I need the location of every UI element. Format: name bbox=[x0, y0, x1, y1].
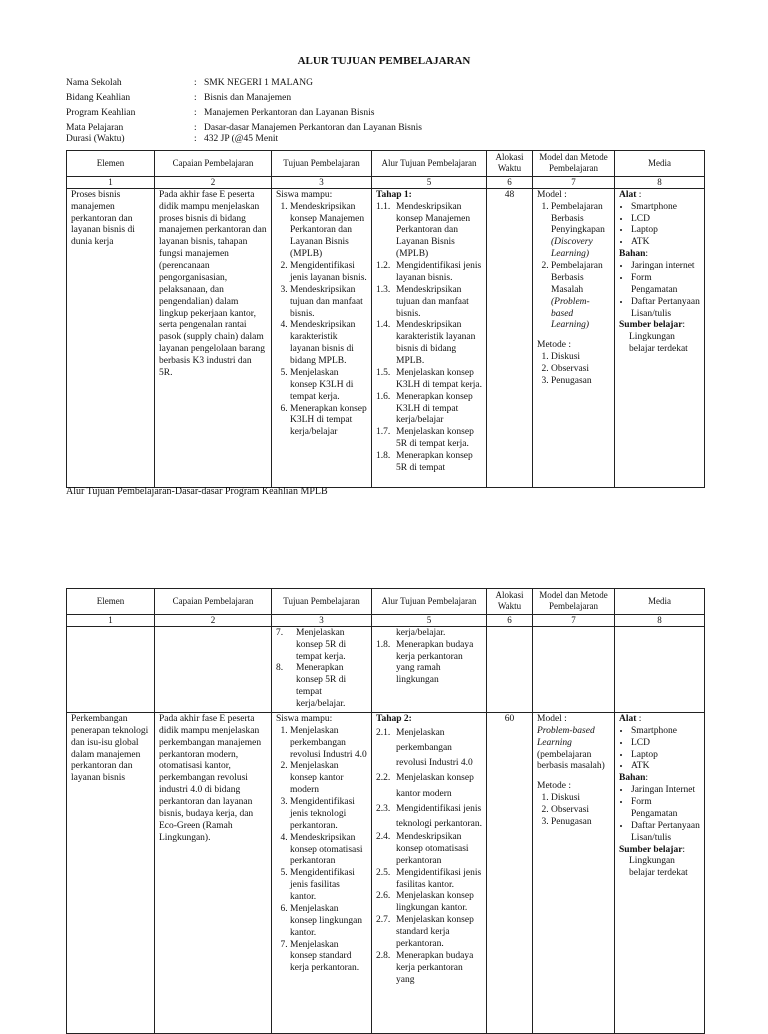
list-item: 2. Mengidentifikasi jenis layanan bisnis. bbox=[290, 261, 367, 285]
list-item: • LCD bbox=[631, 738, 700, 750]
header-cell: Media bbox=[615, 151, 705, 177]
list-item: 3. Mengidentifikasi jenis teknologi perkantoran. bbox=[290, 797, 367, 833]
list-item: 2.3. Mengidentifikasi jenis teknologi perkantoran. bbox=[376, 803, 483, 829]
header-row bbox=[67, 589, 705, 615]
alur-intro: Tahap 1: bbox=[376, 189, 412, 200]
list-item: • Smartphone bbox=[631, 726, 700, 738]
media-cell bbox=[615, 626, 705, 712]
tujuan-intro: Siswa mampu: bbox=[276, 189, 333, 200]
list-item: • ATK bbox=[631, 237, 700, 249]
list-item: 7. Menjelaskan konsep 5R di tempat kerja. bbox=[276, 627, 347, 662]
meta-value: Bisnis dan Manajemen bbox=[204, 93, 292, 103]
tujuan-cell bbox=[272, 188, 372, 487]
list-item: • Form Pengamatan bbox=[631, 797, 700, 821]
column-number: 8 bbox=[615, 614, 705, 626]
elemen-cell: Proses bisnis manajemen perkantoran dan layanan bisnis di dunia kerja bbox=[67, 188, 155, 487]
alur-cell bbox=[372, 626, 487, 712]
list-item: 1. Mendeskripsikan konsep Manajemen Perkantoran dan Layanan Bisnis (MPLB) bbox=[290, 202, 367, 261]
model-note: (pembelajaran berbasis masalah) bbox=[537, 749, 605, 772]
alokasi-cell: 48 bbox=[487, 188, 533, 487]
meta-key: Mata Pelajaran bbox=[66, 123, 124, 133]
list-item: 4. Mendeskripsikan konsep otomatisasi perkantoran bbox=[290, 833, 367, 869]
alur-intro: Tahap 2: bbox=[376, 713, 412, 724]
table-row bbox=[67, 188, 705, 487]
tujuan-cell bbox=[272, 626, 372, 712]
header-cell: Capaian Pembelajaran bbox=[155, 151, 272, 177]
header-cell: Alokasi Waktu bbox=[487, 151, 533, 177]
meta-block bbox=[66, 78, 706, 149]
column-number: 1 bbox=[67, 614, 155, 626]
header-cell: Capaian Pembelajaran bbox=[155, 589, 272, 615]
list-item: 2.1. Menjelaskan perkembangan revolusi Industri 4.0 bbox=[376, 727, 473, 769]
column-number-row bbox=[67, 614, 705, 626]
meta-value: SMK NEGERI 1 MALANG bbox=[204, 78, 313, 88]
list-item: 1. Pembelajaran Berbasis Penyingkapan (Discovery Learning) bbox=[551, 202, 610, 261]
list-item: 1.6. Menerapkan konsep K3LH di tempat kerja/belajar bbox=[376, 391, 473, 426]
alur-group-a bbox=[376, 726, 482, 832]
list-item: 1.8. Menerapkan konsep 5R di tempat bbox=[376, 451, 473, 473]
header-cell: Alur Tujuan Pembelajaran bbox=[372, 589, 487, 615]
list-item: 5. Mengidentifikasi jenis fasilitas kantor. bbox=[290, 868, 367, 904]
alur-cell bbox=[372, 188, 487, 487]
column-number: 6 bbox=[487, 176, 533, 188]
elemen-cell: Perkembangan penerapan teknologi dan isu-isu global dalam manajemen perkantoran dan layanan bisnis bbox=[67, 712, 155, 1033]
column-number: 8 bbox=[615, 176, 705, 188]
alur-cell bbox=[372, 712, 487, 1033]
table-row bbox=[67, 712, 705, 1033]
list-item: 2.4. Mendeskripsikan konsep otomatisasi perkantoran bbox=[376, 832, 469, 866]
list-item: 1.1. Mendeskripsikan konsep Manajemen Perkantoran dan Layanan Bisnis (MPLB) bbox=[376, 201, 471, 260]
meta-key: Bidang Keahlian bbox=[66, 93, 131, 103]
capaian-cell: Pada akhir fase E peserta didik mampu menjelaskan proses bisnis di bidang manajemen perkantoran dan layanan bisnis, tahapan fungsi manajemen (perencanaan pengorganisasian, pelaksanaan, dan pengendalian) dalam lingkup pekerjaan kantor, serta pengenalan rantai pasok (supply chain) dalam layanan pengelolaan barang berbasis K3 industri dan 5R. bbox=[155, 188, 272, 487]
list-item: • Laptop bbox=[631, 225, 700, 237]
list-item: 1. Menjelaskan perkembangan revolusi Industri 4.0 bbox=[290, 726, 367, 762]
column-number: 7 bbox=[533, 176, 615, 188]
header-cell: Alokasi Waktu bbox=[487, 589, 533, 615]
alat-label: Alat bbox=[619, 189, 637, 200]
meta-value: Dasar-dasar Manajemen Perkantoran dan Layanan Bisnis bbox=[204, 123, 422, 133]
header-cell: Alur Tujuan Pembelajaran bbox=[372, 151, 487, 177]
alat-label: Alat bbox=[619, 713, 637, 724]
meta-value: Manajemen Perkantoran dan Layanan Bisnis bbox=[204, 108, 375, 118]
sumber-label: Sumber belajar bbox=[619, 844, 683, 855]
list-item: 2.6. Menjelaskan konsep lingkungan kantor. bbox=[376, 891, 474, 914]
model-intro: Model : bbox=[537, 189, 567, 200]
sumber-value: Lingkungan belajar terdekat bbox=[629, 856, 688, 879]
list-item: 1. Diskusi bbox=[551, 352, 610, 364]
header-row bbox=[67, 151, 705, 177]
column-number: 3 bbox=[272, 176, 372, 188]
list-item: 7. Menjelaskan konsep standard kerja perkantoran. bbox=[290, 940, 367, 976]
list-item: 2.8. Menerapkan budaya kerja perkantoran yang bbox=[376, 950, 474, 985]
list-item: 5. Menjelaskan konsep K3LH di tempat kerja. bbox=[290, 368, 367, 404]
list-item: • Daftar Pertanyaan Lisan/tulis bbox=[631, 821, 700, 845]
header-cell: Tujuan Pembelajaran bbox=[272, 589, 372, 615]
list-item: 2. Pembelajaran Berbasis Masalah (Problem-based Learning) bbox=[551, 261, 610, 332]
list-item: • Laptop bbox=[631, 750, 700, 762]
page-caption: Alur Tujuan Pembelajaran-Dasar-dasar Program Keahlian MPLB bbox=[66, 486, 328, 497]
list-item: • ATK bbox=[631, 761, 700, 773]
document-title: ALUR TUJUAN PEMBELAJARAN bbox=[297, 55, 471, 67]
model-intro: Model : bbox=[537, 713, 567, 724]
list-item: 3. Penugasan bbox=[551, 376, 610, 388]
column-number: 5 bbox=[372, 614, 487, 626]
meta-row: Program Keahlian : Manajemen Perkantoran dan Layanan Bisnis bbox=[66, 108, 706, 123]
list-item: 4. Mendeskripsikan karakteristik layanan bisnis di bidang MPLB. bbox=[290, 320, 367, 368]
list-item: 1.3. Mendeskripsikan tujuan dan manfaat bisnis. bbox=[376, 284, 469, 319]
column-number: 3 bbox=[272, 614, 372, 626]
list-item: 6. Menerapkan konsep K3LH di tempat kerja/belajar bbox=[290, 404, 367, 440]
list-item: 2.7. Menjelaskan konsep standard kerja perkantoran. bbox=[376, 915, 474, 949]
list-item: • LCD bbox=[631, 214, 700, 226]
list-item: 1.7. Menjelaskan konsep 5R di tempat kerja. bbox=[376, 427, 474, 450]
column-number-row bbox=[67, 176, 705, 188]
media-cell: Alat : • Smartphone • LCD • Laptop • ATK Bahan: • Jaringan Internet • Form Pengamatan • Daftar Pertanyaan Lisan/tulis Sumber belajar: Lingkungan belajar terdekat bbox=[615, 712, 705, 1033]
column-number: 2 bbox=[155, 176, 272, 188]
meta-row: Durasi (Waktu) : 432 JP (@45 Menit bbox=[66, 134, 706, 149]
model-name: Problem-based Learning bbox=[537, 725, 595, 748]
meta-row: Nama Sekolah : SMK NEGERI 1 MALANG bbox=[66, 78, 706, 93]
list-item: 2. Observasi bbox=[551, 805, 610, 817]
bahan-label: Bahan bbox=[619, 249, 646, 260]
meta-row: Mata Pelajaran : Dasar-dasar Manajemen Perkantoran dan Layanan Bisnis bbox=[66, 123, 422, 133]
meta-key: Durasi (Waktu) bbox=[66, 134, 125, 144]
alokasi-cell bbox=[487, 626, 533, 712]
list-item: 1. Diskusi bbox=[551, 793, 610, 805]
list-item: 6. Menjelaskan konsep lingkungan kantor. bbox=[290, 904, 367, 940]
list-item: 2.2. Menjelaskan konsep kantor modern bbox=[376, 773, 474, 799]
table-row bbox=[67, 626, 705, 712]
alur-line: kerja/belajar. bbox=[396, 627, 446, 638]
list-item: 1.5. Menjelaskan konsep K3LH di tempat kerja. bbox=[376, 367, 483, 390]
metode-intro: Metode : bbox=[537, 781, 572, 792]
atp-table-page-1 bbox=[66, 150, 705, 488]
meta-key: Program Keahlian bbox=[66, 108, 136, 118]
header-cell: Model dan Metode Pembelajaran bbox=[533, 151, 615, 177]
meta-key: Nama Sekolah bbox=[66, 78, 122, 88]
capaian-cell bbox=[155, 626, 272, 712]
column-number: 2 bbox=[155, 614, 272, 626]
header-cell: Elemen bbox=[67, 589, 155, 615]
bahan-label: Bahan bbox=[619, 773, 646, 784]
list-item: 1.2. Mengidentifikasi jenis layanan bisnis. bbox=[376, 261, 482, 283]
header-cell: Elemen bbox=[67, 151, 155, 177]
column-number: 7 bbox=[533, 614, 615, 626]
list-item: • Daftar Pertanyaan Lisan/tulis bbox=[631, 297, 700, 321]
sumber-label: Sumber belajar bbox=[619, 320, 683, 331]
meta-row: Bidang Keahlian : Bisnis dan Manajemen bbox=[66, 93, 706, 108]
header-cell: Media bbox=[615, 589, 705, 615]
model-cell bbox=[533, 626, 615, 712]
metode-intro: Metode : bbox=[537, 340, 572, 351]
list-item: 2.5. Mengidentifikasi jenis fasilitas kantor. bbox=[376, 867, 482, 890]
list-item: 2. Menjelaskan konsep kantor modern bbox=[290, 761, 367, 797]
column-number: 5 bbox=[372, 176, 487, 188]
list-item: • Jaringan internet bbox=[631, 261, 700, 273]
sumber-value: Lingkungan belajar terdekat bbox=[629, 332, 688, 355]
list-item: 1.4. Mendeskripsikan karakteristik layanan bisnis di bidang MPLB. bbox=[376, 320, 476, 366]
list-item: 1.8. Menerapkan budaya kerja perkantoran yang ramah lingkungan bbox=[376, 639, 474, 686]
list-item: • Form Pengamatan bbox=[631, 273, 700, 297]
media-cell: Alat : • Smartphone • LCD • Laptop • ATK Bahan: • Jaringan internet • Form Pengamatan • Daftar Pertanyaan Lisan/tulis Sumber belajar: Lingkungan belajar terdekat bbox=[615, 188, 705, 487]
list-item: 3. Mendeskripsikan tujuan dan manfaat bisnis. bbox=[290, 285, 367, 321]
model-cell bbox=[533, 188, 615, 487]
column-number: 1 bbox=[67, 176, 155, 188]
column-number: 6 bbox=[487, 614, 533, 626]
capaian-cell: Pada akhir fase E peserta didik mampu menjelaskan perkembangan manajemen perkantoran modern, otomatisasi kantor, perkembangan revolusi industri 4.0 di bidang perkantoran dan layanan bisnis, budaya kerja, dan Eco-Green (Ramah Lingkungan). bbox=[155, 712, 272, 1033]
list-item: • Smartphone bbox=[631, 202, 700, 214]
tujuan-intro: Siswa mampu: bbox=[276, 713, 333, 724]
list-item: 3. Penugasan bbox=[551, 817, 610, 829]
alokasi-cell: 60 bbox=[487, 712, 533, 1033]
meta-value: 432 JP (@45 Menit bbox=[204, 134, 279, 144]
model-cell bbox=[533, 712, 615, 1033]
list-item: 8. Menerapkan konsep 5R di tempat kerja/belajar. bbox=[276, 663, 347, 709]
list-item: • Jaringan Internet bbox=[631, 785, 700, 797]
atp-table-page-2 bbox=[66, 588, 705, 1034]
tujuan-cell bbox=[272, 712, 372, 1033]
header-cell: Model dan Metode Pembelajaran bbox=[533, 589, 615, 615]
elemen-cell bbox=[67, 626, 155, 712]
header-cell: Tujuan Pembelajaran bbox=[272, 151, 372, 177]
list-item: 2. Observasi bbox=[551, 364, 610, 376]
